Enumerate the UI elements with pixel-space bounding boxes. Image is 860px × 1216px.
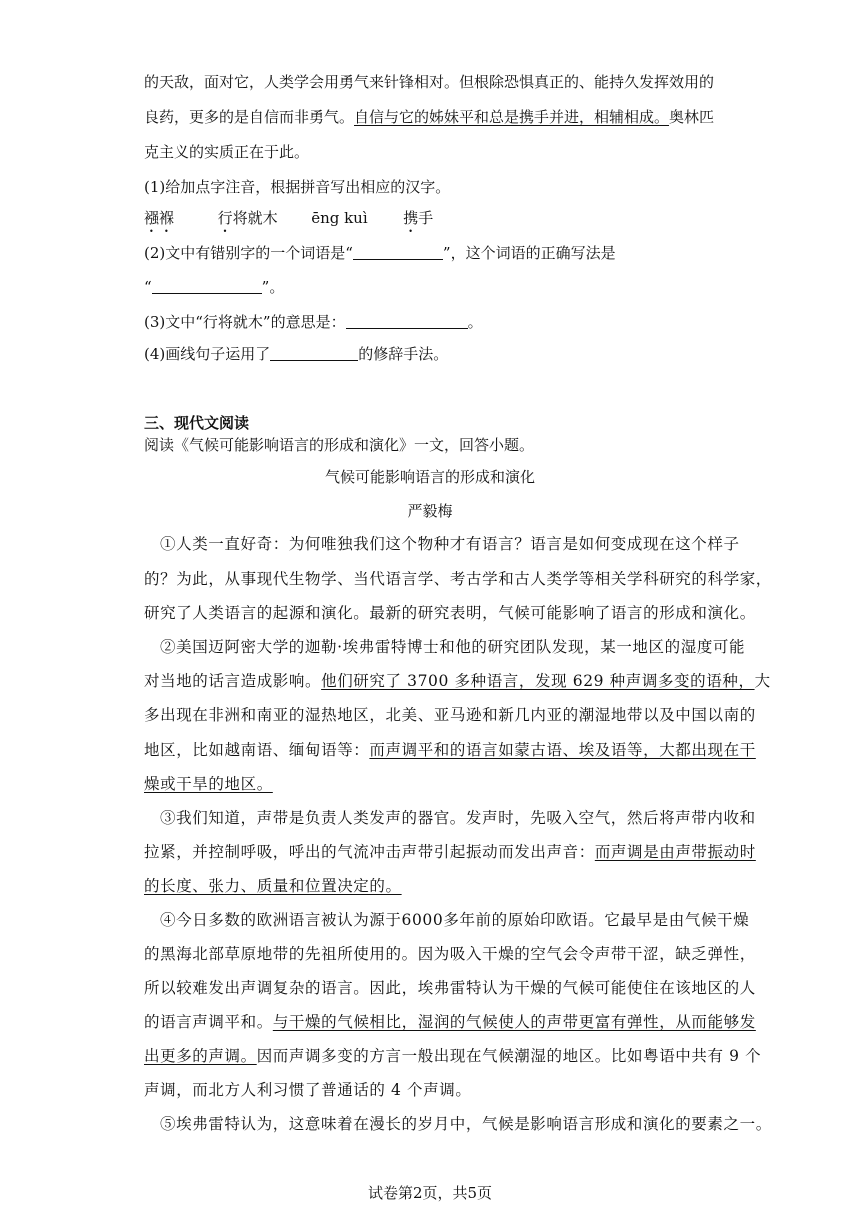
paragraph-2-line-5: 燥或干旱的地区。 bbox=[144, 775, 273, 793]
underlined-sentence: 他们研究了 3700 多种语言，发现 629 种声调多变的语种， bbox=[321, 672, 755, 690]
passage-line-1: 的天敌，面对它，人类学会用勇气来针锋相对。但根除恐惧真正的、能持久发挥效用的 bbox=[144, 73, 715, 91]
paragraph-3-line-1: ③我们知道，声带是负责人类发声的器官。发声时，先吸入空气，然后将声带内收和 bbox=[160, 809, 756, 827]
question-text: (3)文中“行将就木”的意思是： bbox=[144, 313, 346, 331]
passage-text: 奥林匹 bbox=[669, 108, 715, 126]
question-text: 。 bbox=[467, 313, 483, 331]
paragraph-1-line-1: ①人类一直好奇：为何唯独我们这个物种才有语言？语言是如何变成现在这个样子 bbox=[160, 535, 740, 553]
paragraph-4-line-2: 的黑海北部草原地带的先祖所使用的。因为吸入干燥的空气会令声带干涩，缺乏弹性， bbox=[144, 945, 756, 963]
article-text: 地区，比如越南语、缅甸语等： bbox=[144, 741, 370, 759]
page-footer: 试卷第2页，共5页 bbox=[367, 1184, 493, 1202]
question-text: “ bbox=[144, 278, 152, 296]
question-4 bbox=[144, 344, 448, 364]
paragraph-4-line-1: ④今日多数的欧洲语言被认为源于6000多年前的原始印欧语。它最早是由气候干燥 bbox=[160, 911, 750, 929]
paragraph-1-line-3: 研究了人类语言的起源和演化。最新的研究表明，气候可能影响了语言的形成和演化。 bbox=[144, 604, 756, 622]
answer-blank[interactable] bbox=[152, 279, 262, 294]
word-xingjiangjiumu: 行将就木 bbox=[217, 209, 278, 227]
answer-blank[interactable] bbox=[346, 314, 468, 329]
passage-line-2 bbox=[144, 107, 714, 127]
passage-text: 良药，更多的是自信而非勇气。 bbox=[144, 108, 355, 126]
section-heading: 三、现代文阅读 bbox=[144, 414, 250, 432]
paragraph-4-line-6: 声调，而北方人利习惯了普通话的 4 个声调。 bbox=[144, 1081, 472, 1099]
paragraph-2-line-1: ②美国迈阿密大学的迦勒·埃弗雷特博士和他的研究团队发现，某一地区的湿度可能 bbox=[160, 638, 746, 656]
dotted-char: 携 bbox=[403, 209, 419, 227]
word-xieshou: 携手 bbox=[403, 209, 434, 227]
article-author: 严毅梅 bbox=[407, 502, 453, 520]
answer-blank[interactable] bbox=[353, 245, 443, 260]
underlined-sentence: 出更多的声调。 bbox=[144, 1047, 257, 1065]
article-text: 的语言声调平和。 bbox=[144, 1013, 273, 1031]
underlined-sentence: 与干燥的气候相比，湿润的气候使人的声带更富有弹性，从而能够发 bbox=[272, 1013, 756, 1031]
paragraph-3-line-3: 的长度、张力、质量和位置决定的。 bbox=[144, 877, 402, 895]
article-title: 气候可能影响语言的形成和演化 bbox=[324, 468, 535, 486]
pinyin-words bbox=[144, 208, 433, 236]
question-text: ”。 bbox=[261, 278, 285, 296]
paragraph-3-line-2 bbox=[144, 842, 756, 862]
question-2-cont bbox=[144, 277, 284, 297]
underlined-sentence: 而声调是由声带振动时 bbox=[594, 843, 756, 861]
word-qiangbao bbox=[144, 209, 174, 227]
question-text: (4)画线句子运用了 bbox=[144, 345, 271, 363]
dotted-char: 褓 bbox=[159, 209, 175, 227]
paragraph-2-line-3: 多出现在非洲和南亚的湿热地区，北美、亚马逊和新几内亚的潮湿地带以及中国以南的 bbox=[144, 706, 756, 724]
paragraph-1-line-2: 的？为此，从事现代生物学、当代语言学、考古学和古人类学等相关学科研究的科学家， bbox=[144, 570, 772, 588]
question-1: (1)给加点字注音，根据拼音写出相应的汉字。 bbox=[144, 178, 451, 196]
paragraph-2-line-2 bbox=[144, 671, 771, 691]
underlined-sentence: 而声调平和的语言如蒙古语、埃及语等，大都出现在干 bbox=[369, 741, 756, 759]
paragraph-5-line-1: ⑤埃弗雷特认为，这意味着在漫长的岁月中，气候是影响语言形成和演化的要素之一。 bbox=[160, 1115, 772, 1133]
dotted-char: 行 bbox=[217, 209, 233, 227]
question-3 bbox=[144, 312, 483, 332]
answer-blank[interactable] bbox=[270, 346, 358, 361]
underlined-sentence: 自信与它的姊妹平和总是携手并进，相辅相成。 bbox=[354, 108, 670, 126]
word-pinyin: ēng kuì bbox=[311, 209, 368, 227]
question-text: 的修辞手法。 bbox=[358, 345, 449, 363]
paragraph-4-line-3: 所以较难发出声调复杂的语言。因此，埃弗雷特认为干燥的气候可能使住在该地区的人 bbox=[144, 979, 756, 997]
question-2 bbox=[144, 243, 616, 263]
paragraph-4-line-4 bbox=[144, 1012, 756, 1032]
paragraph-2-line-4 bbox=[144, 740, 756, 760]
question-text: ”，这个词语的正确写法是 bbox=[442, 244, 616, 262]
article-text: 因而声调多变的方言一般出现在气候潮湿的地区。比如粤语中共有 9 个 bbox=[256, 1047, 762, 1065]
paragraph-4-line-5 bbox=[144, 1046, 761, 1066]
article-text: 对当地的话言造成影响。 bbox=[144, 672, 322, 690]
question-text: (2)文中有错别字的一个词语是“ bbox=[144, 244, 353, 262]
passage-line-3: 克主义的实质正在于此。 bbox=[144, 143, 310, 161]
section-intro: 阅读《气候可能影响语言的形成和演化》一文，回答小题。 bbox=[144, 436, 535, 454]
dotted-char: 襁 bbox=[144, 209, 160, 227]
article-text: 拉紧，并控制呼吸，呼出的气流冲击声带引起振动而发出声音： bbox=[144, 843, 595, 861]
article-text: 大 bbox=[754, 672, 771, 690]
